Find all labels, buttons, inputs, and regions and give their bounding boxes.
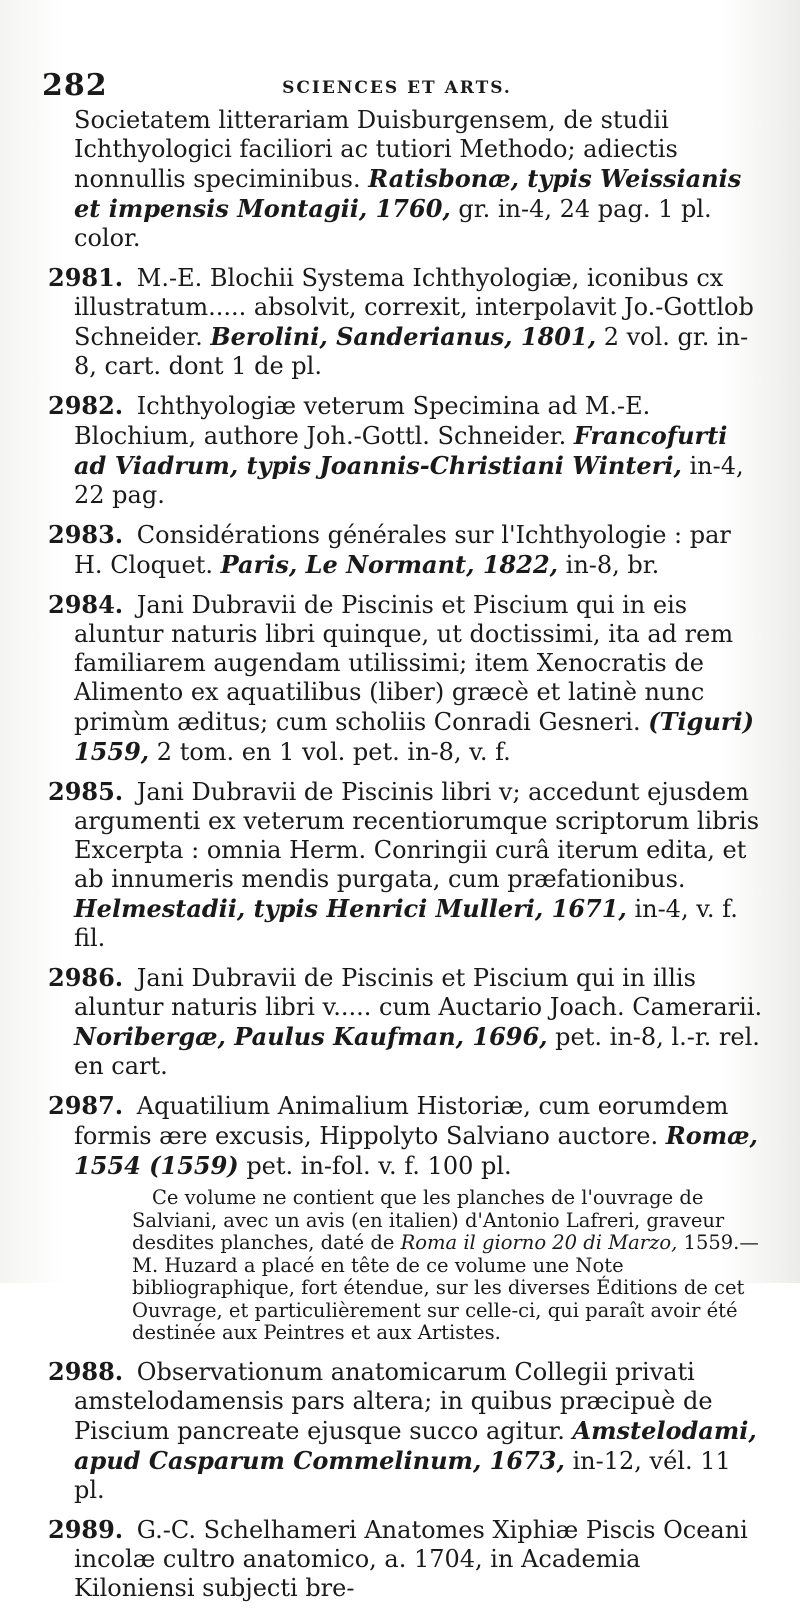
entry-imprint: Romæ, 1554 (1559)	[74, 1121, 758, 1180]
entry-text: Considérations générales sur l'Ichthyologie : par H. Cloquet.	[74, 521, 731, 579]
entry-number: 2988.	[48, 1356, 124, 1386]
entry-format: 2 tom. en 1 vol. pet. in-8, v. f.	[156, 738, 511, 766]
entry-number: 2986.	[48, 963, 124, 992]
entry-text: Observationum anatomicarum Collegii privati amstelodamensis pars altera; in quibus præcipuè de Piscium pancreate ejusque succo agitur.	[74, 1357, 713, 1445]
entry-format: in-8, br.	[565, 551, 660, 579]
catalog-entry-2984	[48, 590, 763, 767]
entry-imprint: Ratisbonæ, typis Weissianis et impensis Montagii, 1760,	[74, 164, 742, 223]
entry-number: 2981.	[48, 263, 124, 292]
entry-text: M.-E. Blochii Systema Ichthyologiæ, iconibus cx illustratum..... absolvit, correxit, interpolavit Jo.-Gottlob Schneider.	[74, 264, 754, 351]
entry-number: 2983.	[48, 520, 124, 549]
entry-number: 2989.	[48, 1514, 124, 1544]
entry-number: 2982.	[48, 391, 124, 420]
page-number: 282	[42, 68, 108, 103]
entry-imprint: Paris, Le Normant, 1822,	[220, 550, 558, 579]
entry-number: 2984.	[48, 590, 124, 619]
entry-imprint: Berolini, Sanderianus, 1801,	[210, 322, 597, 351]
page-header	[42, 68, 752, 108]
catalog-entry-2988	[48, 1357, 763, 1505]
catalog-entry-2985	[48, 777, 763, 953]
catalog-entry-2983	[48, 520, 763, 580]
entry-imprint: Noribergæ, Paulus Kaufman, 1696,	[74, 1022, 548, 1051]
entry-text: Jani Dubravii de Piscinis et Piscium qui in eis aluntur naturis libri quinque, ut doctissimi, ita ad rem familiarem augendam utilissimi; item Xenocratis de Alimento ex aquatilibus (liber) græcè et latinè nunc primùm æditus; cum scholiis Conradi Gesneri.	[74, 591, 734, 736]
note-text-continued: 1559.—M. Huzard a placé en tête de ce volume une Note bibliographique, fort étendue, sur les diverses Éditions de cet Ouvrage, et particulièrement sur celle-ci, qui paraît avoir été destinée aux Peintres et aux Artistes.	[132, 1231, 759, 1344]
entry-text: G.-C. Schelhameri Anatomes Xiphiæ Piscis Oceani incolæ cultro anatomico, a. 1704, in Academia Kiloniensi subjecti bre-	[74, 1515, 748, 1602]
catalog-entry-2982	[48, 391, 763, 510]
entry-format: pet. in-fol. v. f. 100 pl.	[246, 1152, 512, 1180]
entry-format: in-4, v. f. fil.	[74, 895, 738, 952]
entry-text: Jani Dubravii de Piscinis libri v; accedunt ejusdem argumenti ex veterum recentiorumque scriptorum libris Excerpta : omnia Herm. Conringii curâ iterum edita, et ab innumeris mendis purgata, cum præfationibus.	[74, 778, 760, 893]
running-head: SCIENCES ET ARTS.	[282, 78, 512, 98]
entry-number: 2985.	[48, 777, 124, 806]
entry-format: pet. in-8, l.-r. rel. en cart.	[74, 1023, 760, 1080]
entry-text: Aquatilium Animalium Historiæ, cum eorumdem formis ære excusis, Hippolyto Salviano auctore.	[74, 1092, 729, 1150]
catalog-entry-2987	[48, 1091, 763, 1181]
entry-text: Societatem litterariam Duisburgensem, de studii Ichthyologici faciliori ac tutiori Methodo; adiectis nonnullis speciminibus.	[74, 106, 678, 193]
note-text: Ce volume ne contient que les planches de l'ouvrage de Salviani, avec un avis (en italien) d'Antonio Lafreri, graveur desdites planches, daté de	[132, 1186, 725, 1254]
note-imprint: Roma il giorno 20 di Marzo,	[400, 1231, 678, 1254]
entry-number: 2987.	[48, 1091, 124, 1120]
entry-format: 2 vol. gr. in-8, cart. dont 1 de pl.	[74, 323, 749, 380]
catalog-entry-2989	[48, 1515, 763, 1603]
entry-format: in-12, vél. 11 pl.	[74, 1446, 731, 1504]
entry-imprint: Amstelodami, apud Casparum Commelinum, 1673,	[74, 1415, 757, 1475]
catalog-entry-2981	[48, 263, 763, 381]
entry-format: gr. in-4, 24 pag. 1 pl. color.	[74, 195, 712, 252]
entry-imprint: (Tiguri) 1559,	[74, 707, 754, 766]
entry-format: in-4, 22 pag.	[74, 452, 744, 509]
entry-text: Jani Dubravii de Piscinis et Piscium qui in illis aluntur naturis libri v..... cum Auctario Joach. Camerarii.	[74, 964, 763, 1021]
entry-imprint: Helmestadii, typis Henrici Mulleri, 1671,	[74, 894, 627, 923]
entry-imprint: Francofurti ad Viadrum, typis Joannis-Christiani Winteri,	[74, 421, 728, 480]
bibliographic-note	[132, 1187, 763, 1345]
catalog-entry-continued	[48, 106, 763, 253]
catalog-entry-2986	[48, 963, 763, 1081]
entry-text: Ichthyologiæ veterum Specimina ad M.-E. Blochium, authore Joh.-Gottl. Schneider.	[74, 392, 651, 450]
catalog-entries	[48, 106, 763, 1613]
